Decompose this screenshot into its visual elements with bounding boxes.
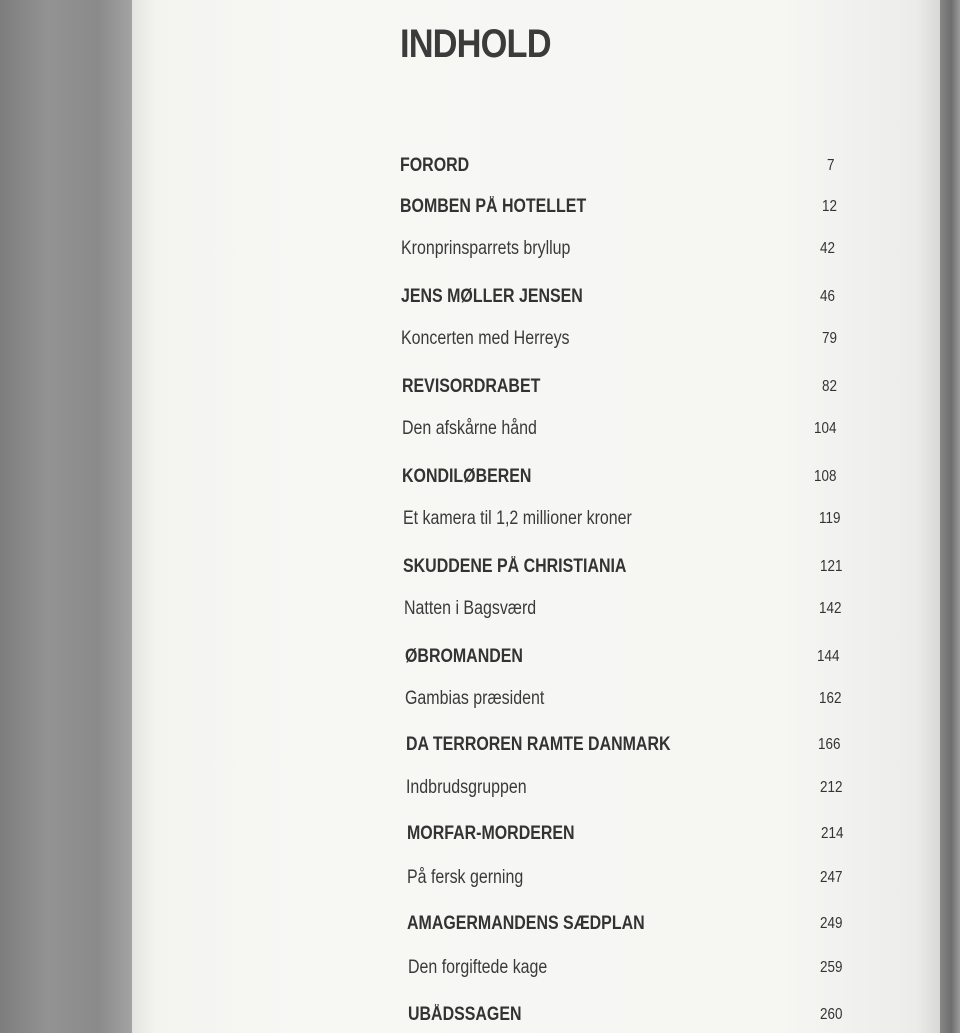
section-entry (403, 508, 863, 534)
section-entry (407, 867, 867, 893)
entry-title: Gambias præsident (405, 688, 545, 709)
chapter-entry (405, 646, 865, 672)
entry-title: BOMBEN PÅ HOTELLET (400, 196, 587, 217)
entry-page-number: 249 (820, 915, 843, 932)
entry-page-number: 260 (820, 1006, 843, 1023)
entry-page-number: 144 (817, 648, 840, 665)
section-entry (401, 328, 861, 354)
section-entry (402, 418, 862, 444)
entry-title: Natten i Bagsværd (404, 598, 537, 619)
entry-page-number: 162 (819, 690, 842, 707)
entry-page-number: 247 (820, 869, 843, 886)
entry-title: UBÅDSSAGEN (408, 1004, 522, 1025)
section-entry (404, 598, 864, 624)
chapter-entry (400, 196, 860, 222)
entry-page-number: 142 (819, 600, 842, 617)
entry-page-number: 212 (820, 779, 843, 796)
entry-page-number: 46 (820, 288, 835, 305)
entry-page-number: 7 (827, 157, 835, 174)
entry-page-number: 166 (818, 736, 841, 753)
entry-page-number: 119 (819, 510, 841, 527)
chapter-entry (403, 556, 863, 582)
entry-title: FORORD (400, 155, 470, 176)
chapter-entry (402, 376, 862, 402)
scanner-background-right (938, 0, 960, 1033)
section-entry (406, 777, 866, 803)
chapter-entry (401, 286, 861, 312)
chapter-entry (402, 466, 862, 492)
entry-page-number: 12 (822, 198, 837, 215)
entry-page-number: 42 (820, 240, 835, 257)
section-entry (408, 957, 868, 983)
entry-page-number: 79 (822, 330, 837, 347)
entry-title: ØBROMANDEN (405, 646, 523, 667)
entry-title: DA TERROREN RAMTE DANMARK (406, 734, 671, 755)
section-entry (401, 238, 861, 264)
chapter-entry (407, 913, 867, 939)
entry-title: AMAGERMANDENS SÆDPLAN (407, 913, 645, 934)
section-entry (405, 688, 865, 714)
chapter-entry (407, 823, 867, 849)
entry-title: SKUDDENE PÅ CHRISTIANIA (403, 556, 627, 577)
entry-title: MORFAR-MORDEREN (407, 823, 575, 844)
table-of-contents (132, 0, 940, 1033)
entry-page-number: 259 (820, 959, 843, 976)
entry-title: Den forgiftede kage (408, 957, 548, 978)
entry-title: KONDILØBEREN (402, 466, 532, 487)
entry-page-number: 108 (814, 468, 837, 485)
entry-page-number: 214 (821, 825, 844, 842)
entry-title: Indbrudsgruppen (406, 777, 527, 798)
chapter-entry (408, 1004, 868, 1030)
book-page (132, 0, 940, 1033)
entry-title: JENS MØLLER JENSEN (401, 286, 583, 307)
entry-page-number: 82 (822, 378, 837, 395)
entry-title: Koncerten med Herreys (401, 328, 570, 349)
entry-title: Et kamera til 1,2 millioner kroner (403, 508, 632, 529)
entry-title: På fersk gerning (407, 867, 524, 888)
page-title: INDHOLD (400, 22, 551, 66)
entry-title: Kronprinsparrets bryllup (401, 238, 571, 259)
entry-title: Den afskårne hånd (402, 418, 537, 439)
entry-title: REVISORDRABET (402, 376, 541, 397)
chapter-entry (406, 734, 866, 760)
scanner-background-left (0, 0, 140, 1033)
entry-page-number: 121 (820, 558, 843, 575)
entry-page-number: 104 (814, 420, 837, 437)
chapter-entry (400, 155, 860, 181)
